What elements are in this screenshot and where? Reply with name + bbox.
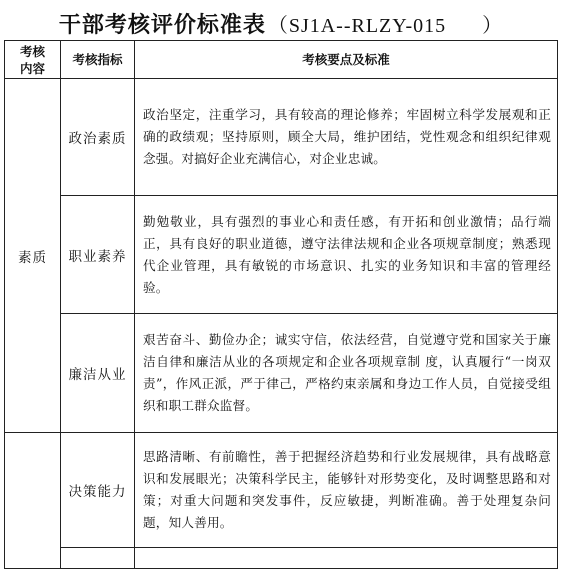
table-row <box>5 314 558 433</box>
indicator-cell: 决策能力 <box>61 433 135 548</box>
header-standard: 考核要点及标准 <box>135 41 558 79</box>
category-cell: 素质 <box>5 79 61 433</box>
title-main: 干部考核评价标准表 <box>58 12 266 38</box>
indicator-cell: 廉洁从业 <box>61 314 135 433</box>
header-category-line1: 考核 <box>19 43 45 59</box>
table-row <box>5 433 558 548</box>
evaluation-table <box>4 40 558 569</box>
standard-cell: 政治坚定，注重学习，具有较高的理论修养；牢固树立科学发展观和正确的政绩观；坚持原则，顾全大局，维护团结，党性观念和组织纪律观念强。对搞好企业充满信心，对企业忠诚。 <box>135 79 558 196</box>
standard-cell: 思路清晰、有前瞻性，善于把握经济趋势和行业发展规律，具有战略意识和发展眼光；决策科学民主，能够针对形势变化，及时调整思路和对策；对重大问题和突发事件，反应敏捷，判断准确。善于处理复杂问题，知人善用。 <box>135 433 558 548</box>
header-indicator: 考核指标 <box>61 41 135 79</box>
standard-cell: 勤勉敬业，具有强烈的事业心和责任感，有开拓和创业激情；品行端正，具有良好的职业道德，遵守法律法规和企业各项规章制度；熟悉现代企业管理，具有敏锐的市场意识、扎实的业务知识和丰富的管理经验。 <box>135 196 558 314</box>
table-row <box>5 196 558 314</box>
form-code: （SJ1A--RLZY-015 ） <box>267 15 504 37</box>
standard-cell: 艰苦奋斗、勤俭办企；诚实守信，依法经营，自觉遵守党和国家关于廉洁自律和廉洁从业的各项规定和企业各项规章制 度，认真履行“一岗双责”，作风正派，严于律己，严格约束亲属和身边工作人员，自觉接受组织和职工群众监督。 <box>135 314 558 433</box>
indicator-cell: 政治素质 <box>61 79 135 196</box>
indicator-cell: 职业素养 <box>61 196 135 314</box>
header-category-line2: 内容 <box>19 60 45 76</box>
header-row <box>5 41 558 79</box>
category-cell-empty <box>5 433 61 569</box>
header-category <box>5 41 61 79</box>
document-title <box>0 8 562 39</box>
table-row <box>5 79 558 196</box>
